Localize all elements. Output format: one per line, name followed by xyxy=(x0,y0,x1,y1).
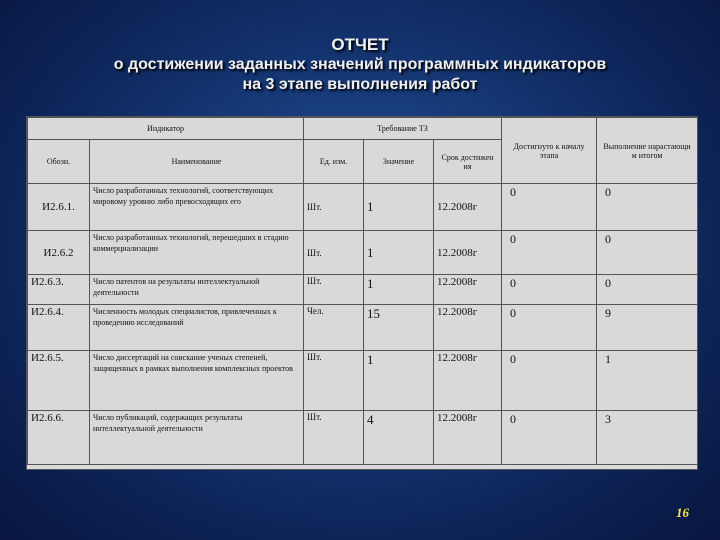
row-value: 1 xyxy=(364,184,434,231)
row-achieved: 0 xyxy=(502,275,597,305)
row-name: Число разработанных технологий, перешедших в стадию коммерциализации xyxy=(90,231,304,275)
table-row xyxy=(28,184,698,231)
header-name: Наименование xyxy=(90,140,304,184)
table-row xyxy=(28,275,698,305)
row-unit: Шт. xyxy=(304,275,364,305)
row-cumulative: 0 xyxy=(597,184,698,231)
row-cumulative: 0 xyxy=(597,231,698,275)
row-value: 15 xyxy=(364,305,434,351)
table-row xyxy=(28,411,698,465)
row-code: И2.6.6. xyxy=(28,411,90,465)
row-deadline: 12.2008г xyxy=(434,275,502,305)
table-row xyxy=(28,351,698,411)
report-table-sheet xyxy=(26,116,698,470)
row-unit: Шт. xyxy=(304,351,364,411)
header-deadline: Срок достижен ия xyxy=(434,140,502,184)
row-cumulative: 9 xyxy=(597,305,698,351)
row-value: 1 xyxy=(364,351,434,411)
slide-title xyxy=(0,34,720,95)
row-code: И2.6.3. xyxy=(28,275,90,305)
row-unit: Шт. xyxy=(304,411,364,465)
header-requirement: Требование ТЗ xyxy=(304,118,502,140)
row-name: Число публикаций, содержащих результаты интеллектуальной деятельности xyxy=(90,411,304,465)
title-line-2: о достижении заданных значений программных индикаторов xyxy=(113,56,607,73)
row-deadline: 12.2008г xyxy=(434,411,502,465)
row-value: 1 xyxy=(364,275,434,305)
row-name: Число патентов на результаты интеллектуальной деятельности xyxy=(90,275,304,305)
row-achieved: 0 xyxy=(502,305,597,351)
row-achieved: 0 xyxy=(502,231,597,275)
header-cumulative: Выполнение нарастающи м итогом xyxy=(597,118,698,184)
row-achieved: 0 xyxy=(502,184,597,231)
table-row xyxy=(28,305,698,351)
row-name: Число диссертаций на соискание ученых степеней, защищенных в рамках выполнения комплексных проектов xyxy=(90,351,304,411)
header-code: Обозн. xyxy=(28,140,90,184)
row-deadline: 12.2008г xyxy=(434,231,502,275)
table-row xyxy=(28,231,698,275)
row-code: И2.6.2 xyxy=(28,231,90,275)
header-value: Значение xyxy=(364,140,434,184)
header-row-1 xyxy=(28,118,698,140)
row-value: 1 xyxy=(364,231,434,275)
row-name: Численность молодых специалистов, привлеченных к проведению исследований xyxy=(90,305,304,351)
report-table xyxy=(27,117,698,465)
row-code: И2.6.1. xyxy=(28,184,90,231)
row-code: И2.6.4. xyxy=(28,305,90,351)
row-value: 4 xyxy=(364,411,434,465)
row-achieved: 0 xyxy=(502,411,597,465)
row-unit: Чел. xyxy=(304,305,364,351)
row-deadline: 12.2008г xyxy=(434,305,502,351)
header-achieved: Достигнуто к началу этапа xyxy=(502,118,597,184)
row-cumulative: 1 xyxy=(597,351,698,411)
row-name: Число разработанных технологий, соответствующих мировому уровню либо превосходящих его xyxy=(90,184,304,231)
row-deadline: 12.2008г xyxy=(434,351,502,411)
row-code: И2.6.5. xyxy=(28,351,90,411)
row-cumulative: 0 xyxy=(597,275,698,305)
title-line-1: ОТЧЕТ xyxy=(331,35,389,54)
header-unit: Ед. изм. xyxy=(304,140,364,184)
row-achieved: 0 xyxy=(502,351,597,411)
title-line-3: на 3 этапе выполнения работ xyxy=(242,76,478,93)
page-number: 16 xyxy=(676,505,689,520)
header-indicator: Индикатор xyxy=(28,118,304,140)
row-unit: Шт. xyxy=(304,184,364,231)
row-unit: Шт. xyxy=(304,231,364,275)
row-deadline: 12.2008г xyxy=(434,184,502,231)
row-cumulative: 3 xyxy=(597,411,698,465)
